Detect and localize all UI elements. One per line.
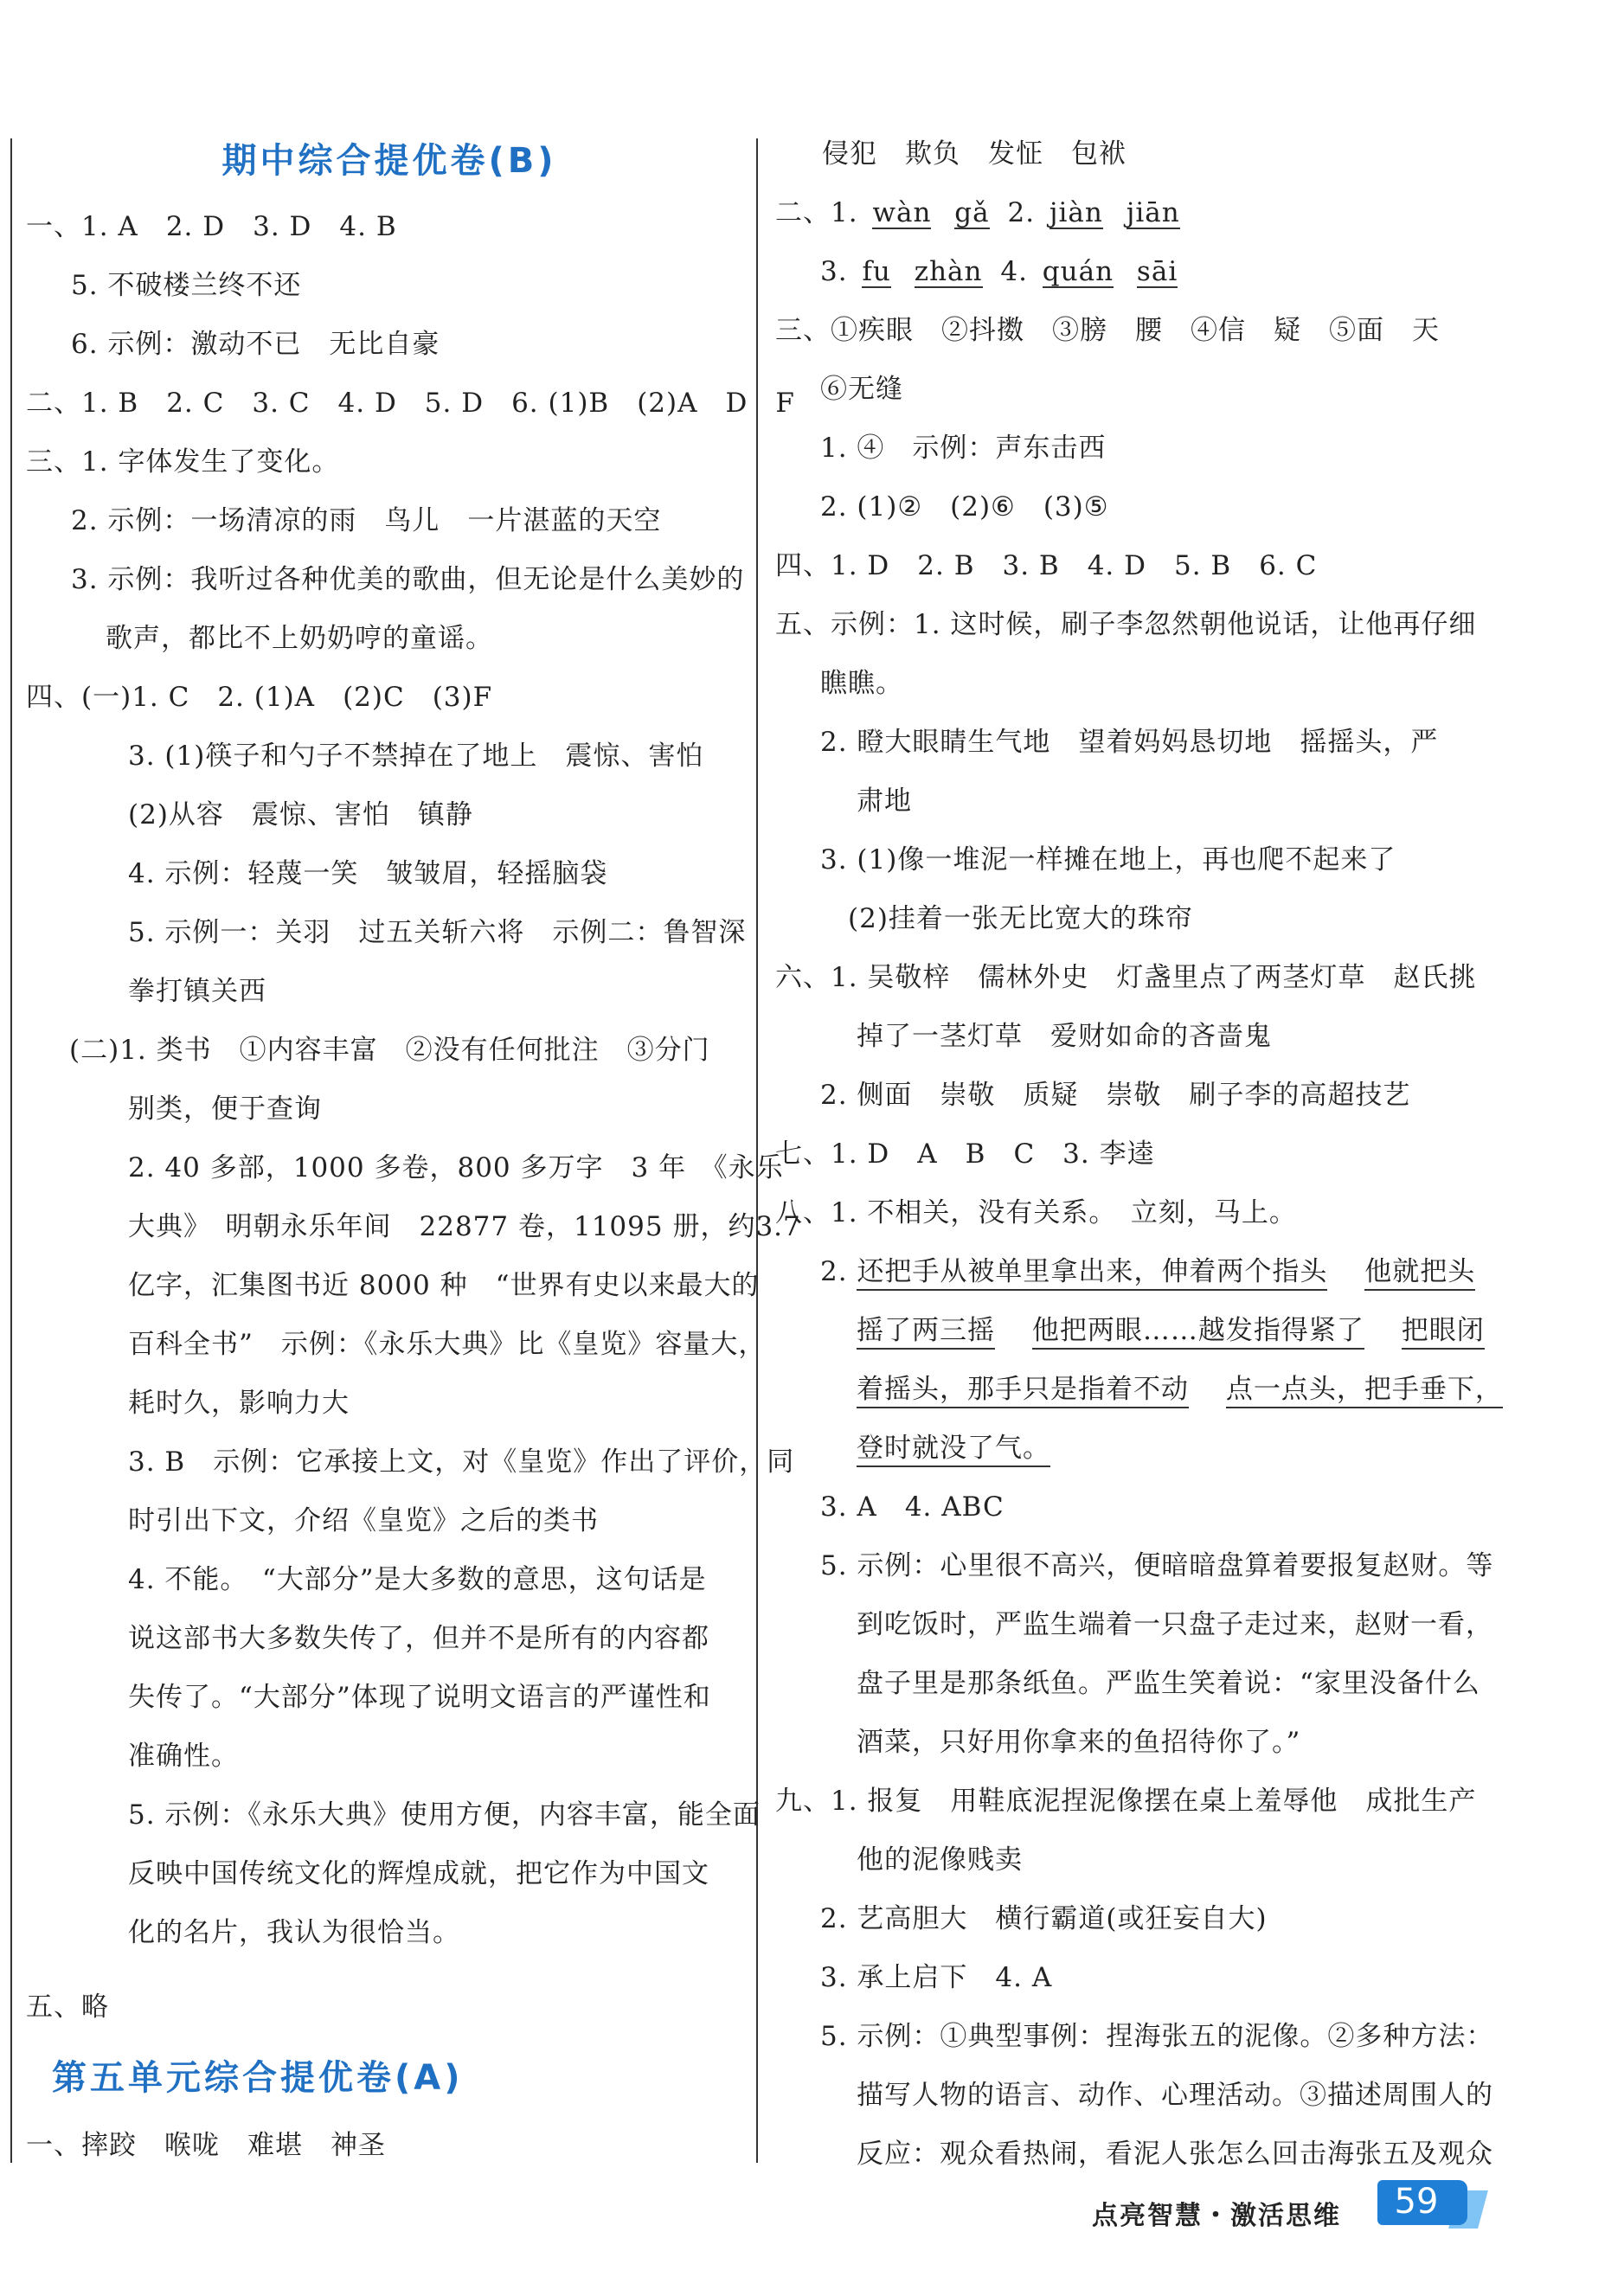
answer-line: 他的泥像贱卖 (857, 1844, 1023, 1876)
answer-line: 失传了。“大部分”体现了说明文语言的严谨性和 (128, 1682, 711, 1713)
underlined-answer-line (857, 1372, 1503, 1407)
underlined-phrase: 把眼闭 (1402, 1315, 1485, 1350)
answer-line: 化的名片，我认为很恰当。 (128, 1917, 460, 1948)
answer-line: (2)挂着一张无比宽大的珠帘 (848, 903, 1193, 934)
answer-line: 瞧瞧。 (820, 668, 903, 699)
answer-line: 一、摔跤 喉咙 难堪 神圣 (26, 2130, 386, 2161)
answer-line: 九、1. 报复 用鞋底泥捏泥像摆在桌上羞辱他 成批生产 (775, 1786, 1477, 1817)
underlined-phrase: 点一点头，把手垂下， (1226, 1374, 1503, 1408)
underlined-phrase: 他把两眼……越发指得紧了 (1032, 1315, 1364, 1350)
answer-line: 拳打镇关西 (128, 976, 266, 1007)
pinyin-blank: jiàn (1049, 197, 1103, 228)
answer-line: 反应：观众看热闹，看泥人张怎么回击海张五及观众 (857, 2139, 1493, 2170)
answer-line: 四、1. D 2. B 3. B 4. D 5. B 6. C (775, 550, 1318, 581)
answer-line: 2. 艺高胆大 横行霸道(或狂妄自大) (820, 1903, 1268, 1934)
page-number: 59 (1394, 2182, 1439, 2222)
answer-line: 一、1. A 2. D 3. D 4. B (26, 211, 397, 242)
pinyin-blank: sāi (1136, 256, 1178, 287)
answer-line: 别类，便于查询 (128, 1093, 322, 1125)
answer-line: 4. 不能。 “大部分”是大多数的意思，这句话是 (128, 1564, 707, 1595)
pinyin-blank: wàn (872, 197, 932, 228)
underlined-phrase: 还把手从被单里拿出来，伸着两个指头 (857, 1256, 1327, 1291)
underlined-phrase: 他就把头 (1364, 1256, 1475, 1291)
answer-text: 二、1. (775, 197, 858, 228)
underlined-answer-line (857, 1431, 1050, 1465)
answer-line: 1. ④ 示例：声东击西 (820, 433, 1107, 464)
section-title-unit5-a: 第五单元综合提优卷(A) (52, 2058, 464, 2098)
answer-line: 七、1. D A B C 3. 李逵 (775, 1138, 1155, 1170)
answer-line: 三、①疾眼 ②抖擞 ③膀 腰 ④信 疑 ⑤面 天 (775, 315, 1440, 346)
answer-line: 3. (1)像一堆泥一样摊在地上，再也爬不起来了 (820, 844, 1396, 875)
footer-slogan: 点亮智慧・激活思维 (1092, 2201, 1341, 2231)
underlined-answer-line (820, 1254, 1475, 1289)
pinyin-blank: jiān (1126, 197, 1180, 228)
answer-line: 描写人物的语言、动作、心理活动。③描述周围人的 (857, 2080, 1493, 2111)
answer-line: 3. 承上启下 4. A (820, 1962, 1053, 1993)
pinyin-blank: fu (862, 256, 891, 287)
answer-line: 三、1. 字体发生了变化。 (26, 446, 340, 478)
answer-line: 5. 示例一：关羽 过五关斩六将 示例二：鲁智深 (128, 917, 747, 948)
pinyin-line (820, 254, 1186, 289)
answer-line: 耗时久，影响力大 (128, 1388, 350, 1419)
answer-line: 3. A 4. ABC (820, 1491, 1005, 1523)
answer-line: (二)1. 类书 ①内容丰富 ②没有任何批注 ③分门 (69, 1035, 710, 1066)
answer-line: 2. 40 多部，1000 多卷，800 多万字 3 年 《永乐 (128, 1152, 784, 1183)
pinyin-blank: quán (1042, 256, 1114, 287)
answer-line: 到吃饭时，严监生端着一只盘子走过来，赵财一看， (857, 1609, 1493, 1640)
answer-line: 侵犯 欺负 发怔 包袱 (822, 138, 1127, 170)
answer-line: 歌声，都比不上奶奶哼的童谣。 (106, 623, 493, 654)
answer-line: 3. B 示例：它承接上文，对《皇览》作出了评价，同 (128, 1446, 795, 1478)
answer-line: 3. 示例：我听过各种优美的歌曲，但无论是什么美妙的 (71, 564, 745, 595)
underlined-phrase: 摇了两三摇 (857, 1315, 995, 1350)
underlined-phrase: 着摇头，那手只是指着不动 (857, 1374, 1189, 1408)
answer-line: (2)从容 震惊、害怕 镇静 (128, 799, 473, 831)
answer-line: 5. 不破楼兰终不还 (71, 270, 302, 301)
page-number-badge (1377, 2180, 1481, 2229)
answer-line: ⑥无缝 (820, 374, 903, 405)
answer-text: 2. (820, 1256, 848, 1287)
answer-line: 2. 侧面 崇敬 质疑 崇敬 刷子李的高超技艺 (820, 1080, 1411, 1111)
answer-line: 大典》 明朝永乐年间 22877 卷，11095 册，约3.7 (128, 1211, 801, 1242)
pinyin-blank: gǎ (954, 197, 990, 228)
answer-line: 盘子里是那条纸鱼。严监生笑着说：“家里没备什么 (857, 1668, 1480, 1699)
underlined-phrase: 登时就没了气。 (857, 1433, 1050, 1467)
answer-line: 准确性。 (128, 1741, 239, 1772)
answer-line: 5. 示例：《永乐大典》使用方便，内容丰富，能全面 (128, 1799, 761, 1831)
answer-line: 四、(一)1. C 2. (1)A (2)C (3)F (26, 682, 493, 713)
answer-line: 掉了一茎灯草 爱财如命的吝啬鬼 (857, 1021, 1272, 1052)
answer-line: 肃地 (857, 786, 912, 817)
answer-line: 五、示例：1. 这时候，刷子李忽然朝他说话，让他再仔细 (775, 609, 1477, 640)
answer-line: 八、1. 不相关，没有关系。 立刻，马上。 (775, 1197, 1297, 1228)
left-column-rule (10, 138, 12, 2163)
underlined-answer-line (857, 1313, 1485, 1348)
answer-line: 2. (1)② (2)⑥ (3)⑤ (820, 491, 1109, 523)
answer-line: 时引出下文，介绍《皇览》之后的类书 (128, 1505, 599, 1536)
answer-text: 2. (1007, 197, 1036, 228)
answer-line: 百科全书” 示例：《永乐大典》比《皇览》容量大， (128, 1329, 767, 1360)
answer-line: 酒菜，只好用你拿来的鱼招待你了。” (857, 1727, 1301, 1758)
answer-line: 说这部书大多数失传了，但并不是所有的内容都 (128, 1623, 709, 1654)
answer-line: 反映中国传统文化的辉煌成就，把它作为中国文 (128, 1858, 709, 1889)
answer-line: 6. 示例：激动不已 无比自豪 (71, 329, 440, 360)
answer-line: 2. 示例：一场清凉的雨 鸟儿 一片湛蓝的天空 (71, 505, 662, 536)
answer-line: 亿字，汇集图书近 8000 种 “世界有史以来最大的 (128, 1270, 760, 1301)
pinyin-blank: zhàn (914, 256, 983, 287)
answer-line: 4. 示例：轻蔑一笑 皱皱眉，轻摇脑袋 (128, 858, 608, 889)
answer-line: 五、略 (26, 1991, 109, 2023)
answer-text: 4. (1000, 256, 1028, 287)
answer-line: 2. 瞪大眼睛生气地 望着妈妈恳切地 摇摇头，严 (820, 727, 1439, 758)
section-title-midterm-b: 期中综合提优卷(B) (221, 141, 557, 181)
answer-line: 六、1. 吴敬梓 儒林外史 灯盏里点了两茎灯草 赵氏挑 (775, 962, 1477, 993)
pinyin-line (775, 196, 1189, 230)
answer-line: 5. 示例：①典型事例：捏海张五的泥像。②多种方法： (820, 2021, 1494, 2052)
answer-line: 5. 示例：心里很不高兴，便暗暗盘算着要报复赵财。等 (820, 1550, 1494, 1581)
answer-line: 3. (1)筷子和勺子不禁掉在了地上 震惊、害怕 (128, 741, 704, 772)
answer-text: 3. (820, 256, 848, 287)
answer-line: 二、1. B 2. C 3. C 4. D 5. D 6. (1)B (2)A D F (26, 388, 795, 419)
